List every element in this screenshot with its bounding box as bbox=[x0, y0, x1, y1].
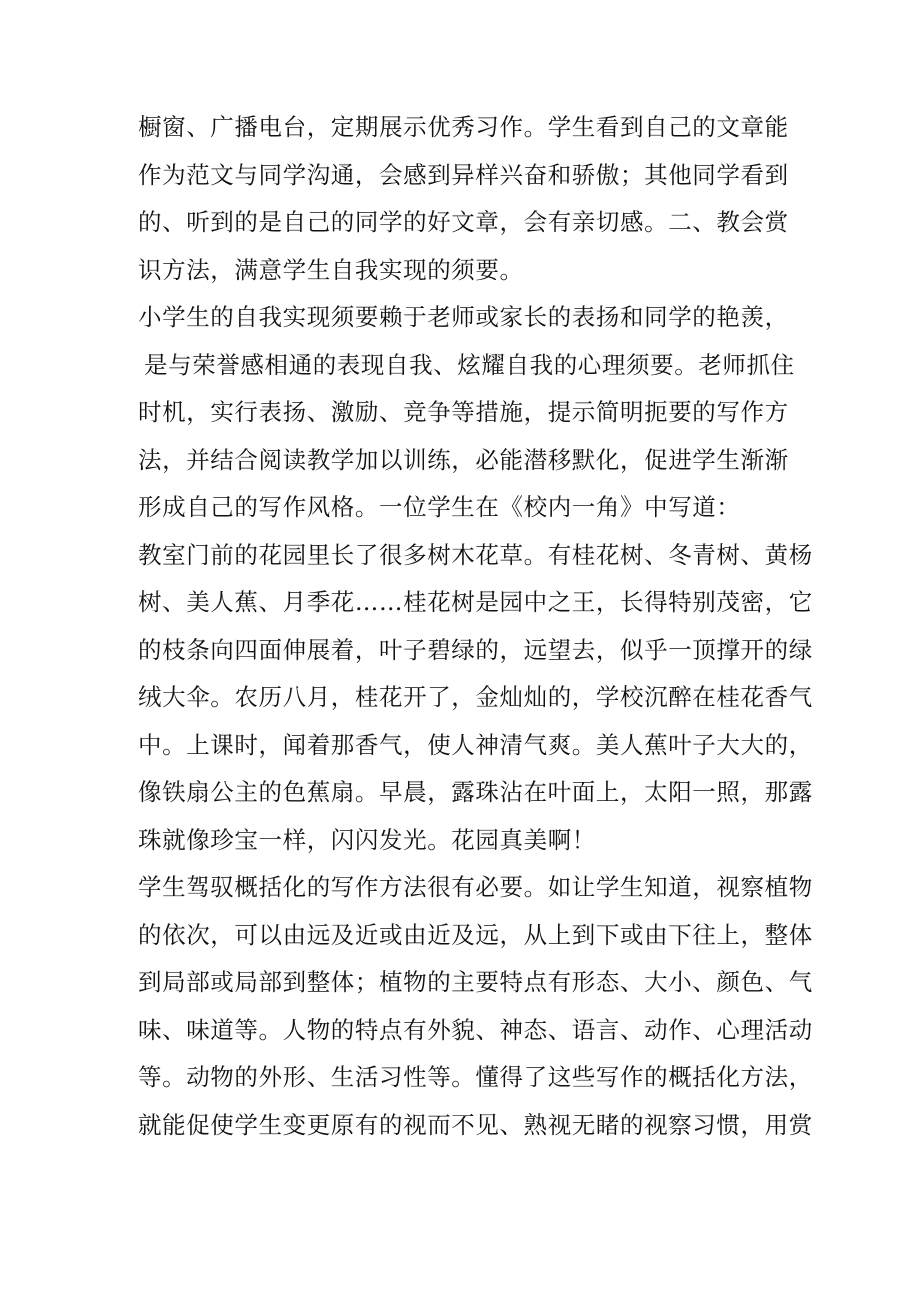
paragraph-4-line-4: 味、味道等。人物的特点有外貌、神态、语言、动作、心理活动 bbox=[138, 1015, 813, 1044]
paragraph-3-line-5: 中。上课时，闻着那香气，使人神清气爽。美人蕉叶子大大的， bbox=[138, 730, 813, 759]
paragraph-3-line-2: 树、美人蕉、月季花……桂花树是园中之王，长得特别茂密，它 bbox=[138, 588, 813, 616]
paragraph-3-line-1: 教室门前的花园里长了很多树木花草。有桂花树、冬青树、黄杨 bbox=[138, 540, 813, 569]
paragraph-3-line-4: 绒大伞。农历八月，桂花开了，金灿灿的，学校沉醉在桂花香气 bbox=[138, 683, 813, 711]
paragraph-4-line-1: 学生驾驭概括化的写作方法很有必要。如让学生知道，视察植物 bbox=[138, 873, 813, 901]
paragraph-2-line-1: 小学生的自我实现须要赖于老师或家长的表扬和同学的艳羡， bbox=[138, 303, 789, 331]
paragraph-3-line-7: 珠就像珍宝一样，闪闪发光。花园真美啊！ bbox=[138, 825, 596, 854]
body-text bbox=[138, 104, 813, 1149]
paragraph-4-line-5: 等。动物的外形、生活习性等。懂得了这些写作的概括化方法， bbox=[138, 1063, 813, 1091]
paragraph-1-line-3: 的、听到的是自己的同学的好文章，会有亲切感。二、教会赏 bbox=[138, 208, 789, 236]
paragraph-3-line-6: 像铁扇公主的色蕉扇。早晨，露珠沾在叶面上，太阳一照，那露 bbox=[138, 778, 813, 806]
paragraph-1-line-4: 识方法，满意学生自我实现的须要。 bbox=[138, 255, 524, 284]
paragraph-1-line-2: 作为范文与同学沟通，会感到异样兴奋和骄傲；其他同学看到 bbox=[138, 160, 789, 189]
paragraph-2-line-2: 是与荣誉感相通的表现自我、炫耀自我的心理须要。老师抓住 bbox=[144, 350, 795, 379]
paragraph-2-line-4: 法，并结合阅读教学加以训练，必能潜移默化，促进学生渐渐 bbox=[138, 445, 789, 474]
paragraph-1-line-1: 橱窗、广播电台，定期展示优秀习作。学生看到自己的文章能 bbox=[138, 113, 789, 141]
paragraph-2-line-3: 时机，实行表扬、激励、竞争等措施，提示简明扼要的写作方 bbox=[138, 398, 789, 426]
paragraph-2-line-5: 形成自己的写作风格。一位学生在《校内一角》中写道： bbox=[138, 493, 741, 521]
paragraph-4-line-2: 的依次，可以由远及近或由近及远，从上到下或由下往上，整体 bbox=[138, 920, 813, 949]
paragraph-4-line-3: 到局部或局部到整体；植物的主要特点有形态、大小、颜色、气 bbox=[138, 968, 813, 996]
paragraph-4-line-6: 就能促使学生变更原有的视而不见、熟视无睹的视察习惯，用赏 bbox=[138, 1110, 813, 1139]
paragraph-3-line-3: 的枝条向四面伸展着，叶子碧绿的，远望去，似乎一顶撑开的绿 bbox=[138, 635, 813, 664]
